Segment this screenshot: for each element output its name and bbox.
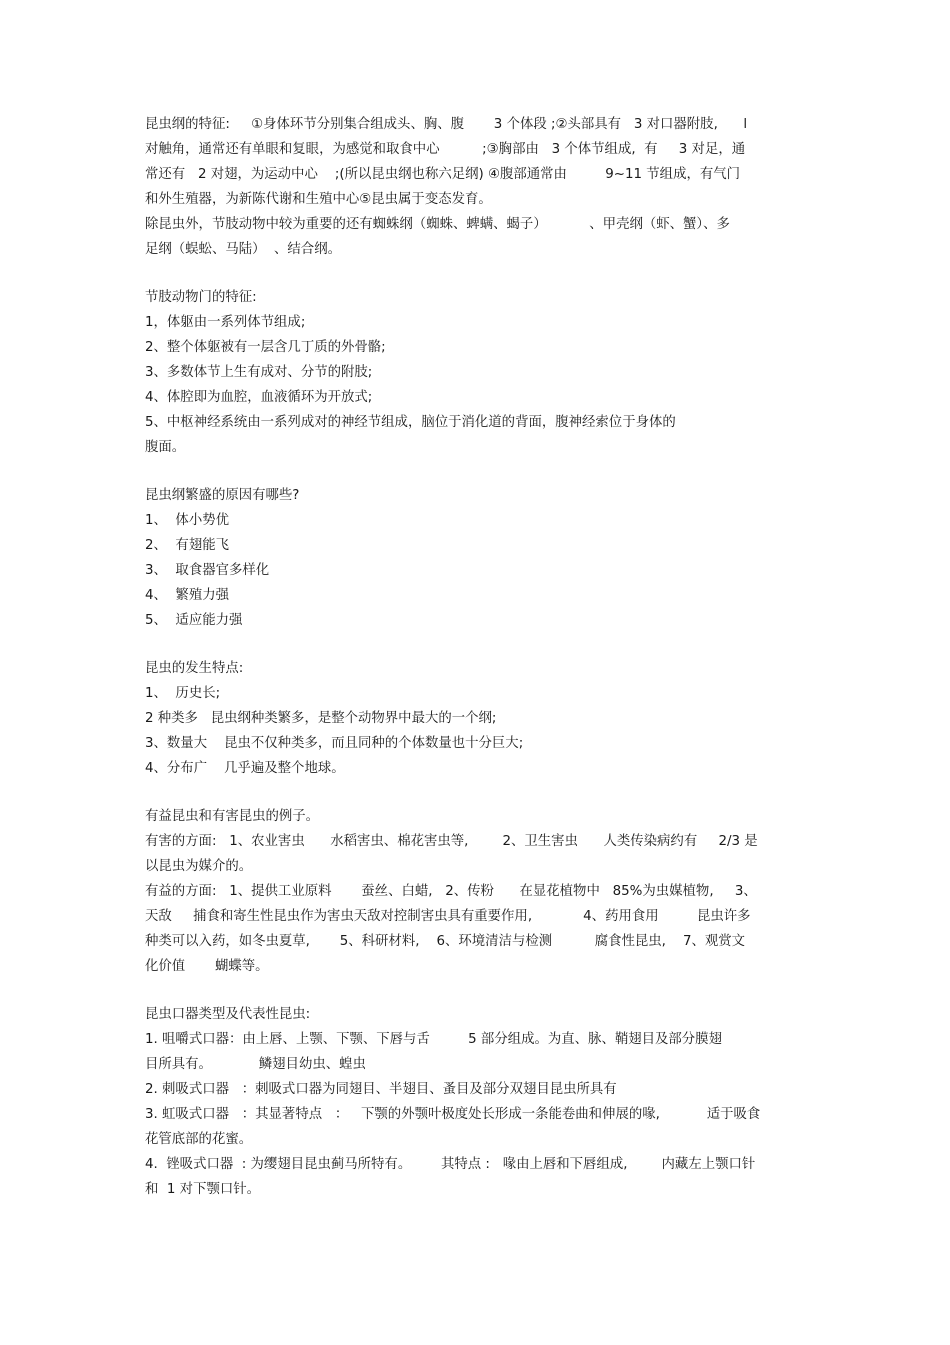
section-heading: 昆虫的发生特点: <box>145 661 244 676</box>
text-line: 有害的方面: 1、农业害虫 水稻害虫、棉花害虫等, 2、卫生害虫 人类传染病约有 2/3 是 <box>145 834 758 849</box>
paragraph-gap <box>145 633 810 656</box>
section-heading: 有益昆虫和有害昆虫的例子。 <box>145 809 320 824</box>
section-heading: 昆虫口器类型及代表性昆虫: <box>145 1007 311 1022</box>
document-page <box>145 112 810 1202</box>
section-heading: 昆虫纲繁盛的原因有哪些? <box>145 488 300 503</box>
text-line: 种类可以入药，如冬虫夏草, 5、科研材料, 6、环境清洁与检测 腐食性昆虫, 7、观赏文 <box>145 934 746 949</box>
text-line: 有益的方面: 1、提供工业原料 蚕丝、白蜡, 2、传粉 在显花植物中 85%为虫媒植物, 3、 <box>145 884 757 899</box>
section-mouthpart-types <box>145 1002 810 1202</box>
section-insect-prosperity-reasons <box>145 483 810 633</box>
section-arthropod-features <box>145 285 810 460</box>
text-line: 花管底部的花蜜。 <box>145 1132 253 1147</box>
text-line: 昆虫纲的特征: ①身体环节分别集合组成头、胸、腹 3 个体段 ;②头部具有 3 对口器附肢, l <box>145 117 748 132</box>
list-item: 3、 取食器官多样化 <box>145 563 270 578</box>
text-line: 腹面。 <box>145 440 186 455</box>
list-item: 4. 锉吸式口器 : 为缨翅目昆虫蓟马所特有。 其特点 : 喙由上唇和下唇组成, 内藏左上颚口针 <box>145 1157 756 1172</box>
paragraph-gap <box>145 460 810 483</box>
list-item: 1，体躯由一系列体节组成; <box>145 315 306 330</box>
section-insect-class-features <box>145 112 810 262</box>
list-item: 3. 虹吸式口器 ：其显著特点 ： 下颚的外颚叶极度处长形成一条能卷曲和伸展的喙, 适于吸食 <box>145 1107 761 1122</box>
list-item: 4、体腔即为血腔，血液循环为开放式; <box>145 390 373 405</box>
section-beneficial-harmful-insects <box>145 804 810 979</box>
list-item: 4、 繁殖力强 <box>145 588 229 603</box>
section-heading: 节肢动物门的特征: <box>145 290 257 305</box>
paragraph-gap <box>145 781 810 804</box>
text-line: 目所具有。 鳞翅目幼虫、蝗虫 <box>145 1057 366 1072</box>
list-item: 2. 刺吸式口器 ：刺吸式口器为同翅目、半翅目、蚤目及部分双翅目昆虫所具有 <box>145 1082 617 1097</box>
list-item: 2 种类多 昆虫纲种类繁多，是整个动物界中最大的一个纲; <box>145 711 497 726</box>
text-line: 以昆虫为媒介的。 <box>145 859 253 874</box>
section-insect-occurrence-features <box>145 656 810 781</box>
list-item: 1、 体小势优 <box>145 513 229 528</box>
text-line: 除昆虫外，节肢动物中较为重要的还有蜘蛛纲（蜘蛛、蜱螨、蝎子） 、甲壳纲（虾、蟹）、多 <box>145 217 730 232</box>
text-line: 天敌 捕食和寄生性昆虫作为害虫天敌对控制害虫具有重要作用, 4、药用食用 昆虫许多 <box>145 909 751 924</box>
text-line: 对触角，通常还有单眼和复眼，为感觉和取食中心 ;③胸部由 3 个体节组成, 有 3 对足，通 <box>145 142 746 157</box>
list-item: 2、整个体躯被有一层含几丁质的外骨骼; <box>145 340 386 355</box>
list-item: 3、数量大 昆虫不仅种类多，而且同种的个体数量也十分巨大; <box>145 736 524 751</box>
list-item: 4、分布广 几乎遍及整个地球。 <box>145 761 345 776</box>
text-line: 和外生殖器，为新陈代谢和生殖中心⑤昆虫属于变态发育。 <box>145 192 492 207</box>
list-item: 3、多数体节上生有成对、分节的附肢; <box>145 365 373 380</box>
paragraph-gap <box>145 262 810 285</box>
list-item: 5、 适应能力强 <box>145 613 243 628</box>
list-item: 1、 历史长; <box>145 686 221 701</box>
text-line: 化价值 蝴蝶等。 <box>145 959 269 974</box>
text-line: 和 1 对下颚口针。 <box>145 1182 261 1197</box>
list-item: 1. 咀嚼式口器：由上唇、上颚、下颚、下唇与舌 5 部分组成。为直、脉、鞘翅目及部分膜翅 <box>145 1032 722 1047</box>
list-item: 5、中枢神经系统由一系列成对的神经节组成，脑位于消化道的背面，腹神经索位于身体的 <box>145 415 676 430</box>
text-line: 常还有 2 对翅，为运动中心 ;(所以昆虫纲也称六足纲) ④腹部通常由 9~11 节组成，有气门 <box>145 167 741 182</box>
paragraph-gap <box>145 979 810 1002</box>
text-line: 足纲（蜈蚣、马陆） 、结合纲。 <box>145 242 341 257</box>
list-item: 2、 有翅能飞 <box>145 538 229 553</box>
